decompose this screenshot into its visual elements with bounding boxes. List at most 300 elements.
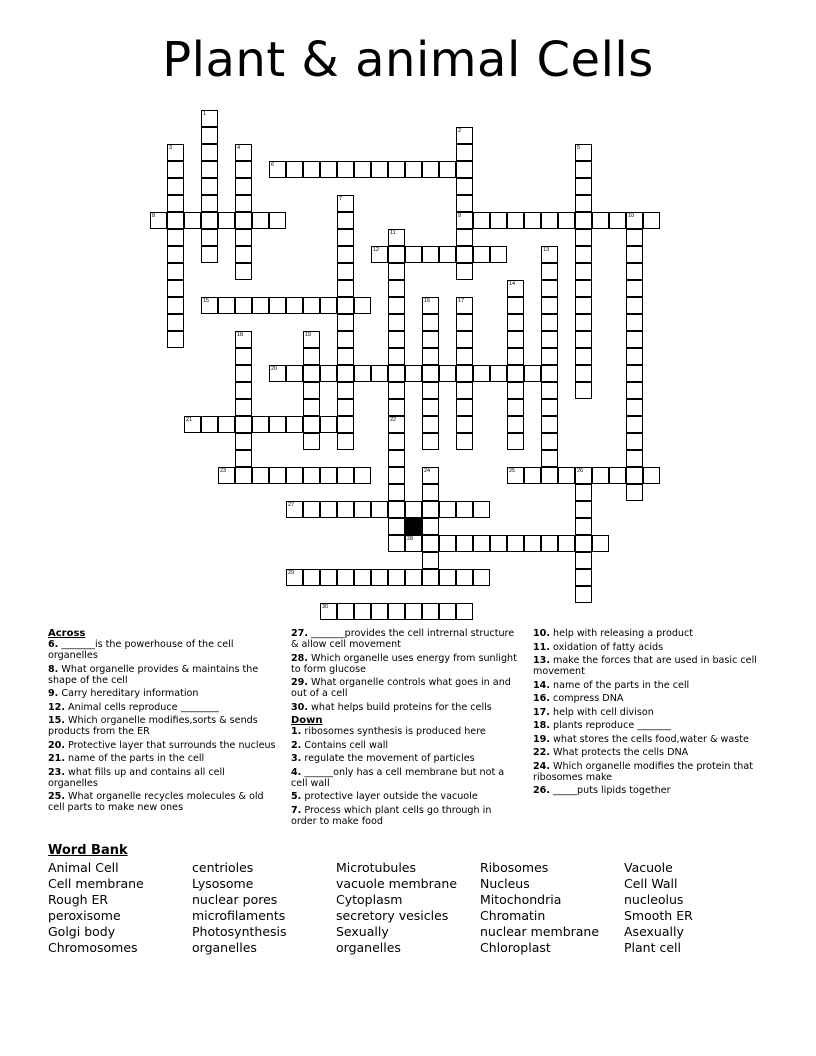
crossword-cell[interactable] [320, 467, 337, 484]
crossword-cell[interactable] [524, 535, 541, 552]
crossword-cell[interactable] [235, 144, 252, 161]
cell-number: 21 [186, 417, 193, 423]
crossword-cell[interactable] [439, 161, 456, 178]
crossword-cell[interactable] [235, 433, 252, 450]
crossword-cell[interactable] [269, 365, 286, 382]
crossword-cell[interactable] [303, 416, 320, 433]
crossword-cell[interactable] [337, 467, 354, 484]
crossword-cell[interactable] [507, 399, 524, 416]
crossword-cell[interactable] [643, 212, 660, 229]
crossword-cell[interactable] [405, 246, 422, 263]
crossword-cell[interactable] [303, 467, 320, 484]
crossword-cell[interactable] [371, 246, 388, 263]
crossword-cell[interactable] [320, 416, 337, 433]
crossword-cell[interactable] [541, 467, 558, 484]
crossword-cell[interactable] [388, 348, 405, 365]
crossword-cell[interactable] [456, 127, 473, 144]
crossword-cell[interactable] [354, 569, 371, 586]
crossword-cell[interactable] [354, 603, 371, 620]
crossword-cell[interactable] [269, 297, 286, 314]
crossword-cell[interactable] [575, 229, 592, 246]
crossword-cell[interactable] [388, 229, 405, 246]
crossword-cell[interactable] [269, 467, 286, 484]
crossword-cell[interactable] [167, 161, 184, 178]
crossword-cell[interactable] [626, 263, 643, 280]
crossword-cell[interactable] [456, 314, 473, 331]
crossword-cell[interactable] [541, 365, 558, 382]
crossword-cell[interactable] [473, 246, 490, 263]
crossword-cell[interactable] [235, 382, 252, 399]
crossword-cell[interactable] [507, 331, 524, 348]
crossword-cell[interactable] [320, 501, 337, 518]
crossword-cell[interactable] [320, 161, 337, 178]
crossword-cell[interactable] [167, 178, 184, 195]
crossword-cell[interactable] [388, 467, 405, 484]
crossword-cell[interactable] [507, 535, 524, 552]
crossword-cell[interactable] [235, 161, 252, 178]
crossword-cell[interactable] [456, 331, 473, 348]
crossword-cell[interactable] [337, 246, 354, 263]
crossword-cell[interactable] [456, 365, 473, 382]
crossword-cell[interactable] [286, 297, 303, 314]
crossword-cell[interactable] [490, 365, 507, 382]
crossword-cell[interactable] [541, 382, 558, 399]
crossword-cell[interactable] [286, 416, 303, 433]
crossword-cell[interactable] [422, 297, 439, 314]
crossword-cell[interactable] [405, 569, 422, 586]
crossword-cell[interactable] [337, 331, 354, 348]
crossword-cell[interactable] [388, 314, 405, 331]
crossword-cell[interactable] [456, 382, 473, 399]
crossword-cell[interactable] [218, 297, 235, 314]
word-bank-item: organelles [336, 940, 401, 955]
crossword-cell[interactable] [456, 399, 473, 416]
crossword-cell[interactable] [541, 399, 558, 416]
clue-4 [291, 767, 519, 789]
crossword-cell[interactable] [388, 280, 405, 297]
crossword-cell[interactable] [303, 331, 320, 348]
clue-number: 12. [48, 701, 65, 713]
crossword-cell[interactable] [575, 382, 592, 399]
crossword-cell[interactable] [541, 212, 558, 229]
crossword-cell[interactable] [422, 416, 439, 433]
crossword-cell[interactable] [388, 518, 405, 535]
crossword-cell[interactable] [337, 161, 354, 178]
crossword-cell[interactable] [507, 348, 524, 365]
crossword-cell[interactable] [575, 212, 592, 229]
crossword-cell[interactable] [201, 110, 218, 127]
crossword-cell[interactable] [422, 467, 439, 484]
crossword-cell[interactable] [269, 212, 286, 229]
crossword-cell[interactable] [218, 416, 235, 433]
crossword-cell[interactable] [354, 467, 371, 484]
crossword-cell[interactable] [303, 382, 320, 399]
crossword-cell[interactable] [303, 501, 320, 518]
crossword-cell[interactable] [337, 263, 354, 280]
clue-number: 9. [48, 688, 59, 699]
crossword-cell[interactable] [456, 144, 473, 161]
crossword-cell[interactable] [167, 263, 184, 280]
crossword-cell[interactable] [405, 501, 422, 518]
crossword-cell[interactable] [269, 161, 286, 178]
crossword-cell[interactable] [575, 161, 592, 178]
word-bank-column [624, 860, 693, 956]
crossword-cell[interactable] [337, 229, 354, 246]
crossword-cell[interactable] [337, 416, 354, 433]
crossword-cell[interactable] [575, 246, 592, 263]
crossword-cell[interactable] [405, 603, 422, 620]
cell-number: 19 [305, 332, 312, 338]
crossword-cell[interactable] [235, 178, 252, 195]
crossword-cell[interactable] [575, 484, 592, 501]
crossword-cell[interactable] [337, 501, 354, 518]
crossword-cell[interactable] [405, 535, 422, 552]
crossword-cell[interactable] [575, 518, 592, 535]
crossword-cell[interactable] [371, 161, 388, 178]
crossword-cell[interactable] [524, 212, 541, 229]
crossword-cell[interactable] [575, 552, 592, 569]
crossword-cell[interactable] [388, 603, 405, 620]
crossword-cell[interactable] [235, 263, 252, 280]
crossword-cell[interactable] [439, 535, 456, 552]
clue-number: 30. [291, 701, 308, 713]
crossword-cell[interactable] [558, 467, 575, 484]
crossword-cell[interactable] [524, 365, 541, 382]
crossword-cell[interactable] [626, 280, 643, 297]
crossword-cell[interactable] [286, 467, 303, 484]
crossword-cell[interactable] [235, 365, 252, 382]
clue-number: 24. [533, 760, 550, 772]
crossword-cell[interactable] [337, 195, 354, 212]
crossword-cell[interactable] [541, 535, 558, 552]
crossword-cell[interactable] [235, 229, 252, 246]
crossword-cell[interactable] [541, 433, 558, 450]
crossword-cell[interactable] [456, 246, 473, 263]
crossword-cell[interactable] [337, 365, 354, 382]
crossword-cell[interactable] [286, 161, 303, 178]
crossword-cell[interactable] [354, 365, 371, 382]
crossword-cell[interactable] [337, 280, 354, 297]
crossword-cell[interactable] [388, 382, 405, 399]
crossword-cell[interactable] [626, 246, 643, 263]
crossword-cell[interactable] [456, 297, 473, 314]
crossword-cell[interactable] [405, 161, 422, 178]
crossword-cell[interactable] [252, 297, 269, 314]
crossword-cell[interactable] [456, 569, 473, 586]
crossword-cell[interactable] [626, 297, 643, 314]
crossword-cell[interactable] [626, 399, 643, 416]
crossword-cell[interactable] [303, 569, 320, 586]
crossword-cell[interactable] [167, 246, 184, 263]
crossword-cell[interactable] [507, 297, 524, 314]
crossword-cell[interactable] [388, 450, 405, 467]
crossword-cell[interactable] [456, 535, 473, 552]
crossword-cell[interactable] [422, 246, 439, 263]
crossword-cell[interactable] [422, 569, 439, 586]
crossword-cell[interactable] [235, 416, 252, 433]
crossword-cell[interactable] [354, 297, 371, 314]
crossword-cell[interactable] [473, 535, 490, 552]
crossword-cell[interactable] [422, 484, 439, 501]
crossword-cell[interactable] [303, 365, 320, 382]
crossword-cell[interactable] [422, 518, 439, 535]
crossword-cell[interactable] [337, 314, 354, 331]
crossword-cell[interactable] [575, 297, 592, 314]
crossword-cell[interactable] [388, 535, 405, 552]
crossword-cell[interactable] [337, 382, 354, 399]
crossword-cell[interactable] [609, 212, 626, 229]
crossword-cell[interactable] [456, 433, 473, 450]
crossword-cell[interactable] [507, 416, 524, 433]
crossword-cell[interactable] [626, 314, 643, 331]
crossword-cell[interactable] [456, 161, 473, 178]
crossword-cell[interactable] [167, 144, 184, 161]
crossword-cell[interactable] [201, 127, 218, 144]
crossword-cell[interactable] [626, 450, 643, 467]
crossword-cell[interactable] [354, 501, 371, 518]
crossword-cell[interactable] [422, 331, 439, 348]
crossword-cell[interactable] [626, 365, 643, 382]
crossword-cell[interactable] [507, 365, 524, 382]
crossword-cell[interactable] [456, 178, 473, 195]
crossword-cell[interactable] [371, 365, 388, 382]
crossword-cell[interactable] [388, 297, 405, 314]
crossword-cell[interactable] [337, 348, 354, 365]
crossword-cell[interactable] [286, 501, 303, 518]
crossword-cell[interactable] [541, 314, 558, 331]
crossword-cell[interactable] [235, 331, 252, 348]
crossword-cell[interactable] [252, 416, 269, 433]
crossword-cell[interactable] [201, 297, 218, 314]
crossword-cell[interactable] [422, 314, 439, 331]
crossword-cell[interactable] [507, 314, 524, 331]
crossword-cell[interactable] [218, 467, 235, 484]
crossword-cell[interactable] [456, 195, 473, 212]
crossword-cell[interactable] [201, 178, 218, 195]
crossword-cell[interactable] [507, 433, 524, 450]
crossword-cell[interactable] [439, 569, 456, 586]
word-bank-column [480, 860, 599, 956]
crossword-cell[interactable] [473, 365, 490, 382]
crossword-cell[interactable] [320, 603, 337, 620]
crossword-cell[interactable] [235, 246, 252, 263]
crossword-cell[interactable] [456, 603, 473, 620]
crossword-cell[interactable] [201, 144, 218, 161]
crossword-cell[interactable] [167, 195, 184, 212]
crossword-cell[interactable] [388, 416, 405, 433]
crossword-cell[interactable] [422, 161, 439, 178]
crossword-cell[interactable] [575, 195, 592, 212]
crossword-cell[interactable] [575, 263, 592, 280]
crossword-cell[interactable] [592, 467, 609, 484]
crossword-cell[interactable] [541, 280, 558, 297]
crossword-cell[interactable] [524, 467, 541, 484]
crossword-cell[interactable] [337, 569, 354, 586]
crossword-cell[interactable] [337, 399, 354, 416]
crossword-cell[interactable] [388, 569, 405, 586]
crossword-cell[interactable] [422, 348, 439, 365]
crossword-cell[interactable] [592, 535, 609, 552]
crossword-cell[interactable] [218, 212, 235, 229]
crossword-cell[interactable] [235, 212, 252, 229]
crossword-cell[interactable] [388, 399, 405, 416]
crossword-cell[interactable] [626, 416, 643, 433]
crossword-cell[interactable] [201, 416, 218, 433]
crossword-cell[interactable] [388, 161, 405, 178]
crossword-cell[interactable] [235, 348, 252, 365]
crossword-cell[interactable] [388, 246, 405, 263]
crossword-cell[interactable] [575, 586, 592, 603]
crossword-cell[interactable] [167, 314, 184, 331]
crossword-cell[interactable] [388, 484, 405, 501]
crossword-cell[interactable] [507, 280, 524, 297]
crossword-cell[interactable] [269, 416, 286, 433]
crossword-cell[interactable] [388, 433, 405, 450]
crossword-cell[interactable] [320, 569, 337, 586]
clue-number: 21. [48, 753, 65, 764]
crossword-cell[interactable] [643, 467, 660, 484]
crossword-cell[interactable] [252, 467, 269, 484]
crossword-cell[interactable] [252, 212, 269, 229]
crossword-cell[interactable] [337, 212, 354, 229]
crossword-cell[interactable] [388, 365, 405, 382]
crossword-cell[interactable] [422, 535, 439, 552]
crossword-cell[interactable] [235, 399, 252, 416]
crossword-cell[interactable] [456, 501, 473, 518]
crossword-cell[interactable] [303, 297, 320, 314]
crossword-cell[interactable] [201, 161, 218, 178]
crossword-cell[interactable] [371, 501, 388, 518]
crossword-cell[interactable] [439, 501, 456, 518]
crossword-cell[interactable] [303, 399, 320, 416]
crossword-cell[interactable] [456, 263, 473, 280]
crossword-cell[interactable] [422, 603, 439, 620]
crossword-cell[interactable] [490, 535, 507, 552]
crossword-cell[interactable] [456, 229, 473, 246]
crossword-cell[interactable] [235, 450, 252, 467]
crossword-cell[interactable] [575, 144, 592, 161]
crossword-cell[interactable] [201, 212, 218, 229]
crossword-cell[interactable] [167, 297, 184, 314]
crossword-cell[interactable] [575, 467, 592, 484]
clue-text: Which organelle modifies the protein that ribosomes make [533, 760, 753, 783]
crossword-cell[interactable] [575, 178, 592, 195]
crossword-cell[interactable] [626, 382, 643, 399]
crossword-cell[interactable] [371, 569, 388, 586]
crossword-cell[interactable] [541, 348, 558, 365]
crossword-cell[interactable] [201, 229, 218, 246]
crossword-cell[interactable] [422, 399, 439, 416]
crossword-cell[interactable] [320, 365, 337, 382]
crossword-cell[interactable] [541, 416, 558, 433]
crossword-cell[interactable] [541, 246, 558, 263]
crossword-cell[interactable] [626, 484, 643, 501]
crossword-cell[interactable] [422, 552, 439, 569]
crossword-cell[interactable] [388, 331, 405, 348]
crossword-cell[interactable] [473, 212, 490, 229]
crossword-cell[interactable] [303, 348, 320, 365]
crossword-cell[interactable] [235, 297, 252, 314]
crossword-cell[interactable] [490, 246, 507, 263]
crossword-cell[interactable] [473, 569, 490, 586]
crossword-cell[interactable] [235, 195, 252, 212]
crossword-cell[interactable] [201, 195, 218, 212]
crossword-cell[interactable] [167, 280, 184, 297]
crossword-cell[interactable] [592, 212, 609, 229]
crossword-cell[interactable] [456, 416, 473, 433]
crossword-cell[interactable] [575, 348, 592, 365]
crossword-cell[interactable] [626, 467, 643, 484]
crossword-cell[interactable] [320, 297, 337, 314]
crossword-cell[interactable] [456, 348, 473, 365]
crossword-cell[interactable] [286, 569, 303, 586]
crossword-cell[interactable] [167, 331, 184, 348]
crossword-cell[interactable] [609, 467, 626, 484]
crossword-cell[interactable] [439, 603, 456, 620]
crossword-cell[interactable] [439, 246, 456, 263]
crossword-cell[interactable] [422, 365, 439, 382]
crossword-cell[interactable] [507, 212, 524, 229]
crossword-cell[interactable] [184, 416, 201, 433]
crossword-cell[interactable] [626, 433, 643, 450]
crossword-cell[interactable] [337, 433, 354, 450]
crossword-cell[interactable] [575, 535, 592, 552]
crossword-cell[interactable] [405, 365, 422, 382]
crossword-cell[interactable] [337, 603, 354, 620]
crossword-cell[interactable] [439, 365, 456, 382]
crossword-cell[interactable] [184, 212, 201, 229]
crossword-cell[interactable] [337, 297, 354, 314]
crossword-cell[interactable] [388, 263, 405, 280]
crossword-cell[interactable] [422, 433, 439, 450]
crossword-cell[interactable] [626, 348, 643, 365]
crossword-cell[interactable] [541, 297, 558, 314]
crossword-cell[interactable] [490, 212, 507, 229]
crossword-cell[interactable] [422, 382, 439, 399]
crossword-cell[interactable] [541, 331, 558, 348]
crossword-cell[interactable] [456, 212, 473, 229]
crossword-cell[interactable] [167, 229, 184, 246]
crossword-cell[interactable] [575, 569, 592, 586]
crossword-cell[interactable] [575, 314, 592, 331]
crossword-cell[interactable] [150, 212, 167, 229]
crossword-cell[interactable] [626, 229, 643, 246]
crossword-cell[interactable] [371, 603, 388, 620]
crossword-cell[interactable] [626, 212, 643, 229]
crossword-cell[interactable] [507, 382, 524, 399]
crossword-cell[interactable] [303, 433, 320, 450]
crossword-cell[interactable] [388, 501, 405, 518]
crossword-cell[interactable] [303, 161, 320, 178]
crossword-cell[interactable] [422, 501, 439, 518]
crossword-cell[interactable] [575, 501, 592, 518]
crossword-cell[interactable] [354, 161, 371, 178]
crossword-cell[interactable] [235, 467, 252, 484]
crossword-cell[interactable] [575, 365, 592, 382]
crossword-cell[interactable] [473, 501, 490, 518]
crossword-cell[interactable] [626, 331, 643, 348]
crossword-cell[interactable] [201, 246, 218, 263]
crossword-cell[interactable] [575, 280, 592, 297]
crossword-cell[interactable] [286, 365, 303, 382]
crossword-cell[interactable] [541, 263, 558, 280]
crossword-cell[interactable] [558, 212, 575, 229]
crossword-cell[interactable] [575, 331, 592, 348]
crossword-cell[interactable] [167, 212, 184, 229]
crossword-cell[interactable] [507, 467, 524, 484]
crossword-cell[interactable] [558, 535, 575, 552]
crossword-cell[interactable] [541, 450, 558, 467]
